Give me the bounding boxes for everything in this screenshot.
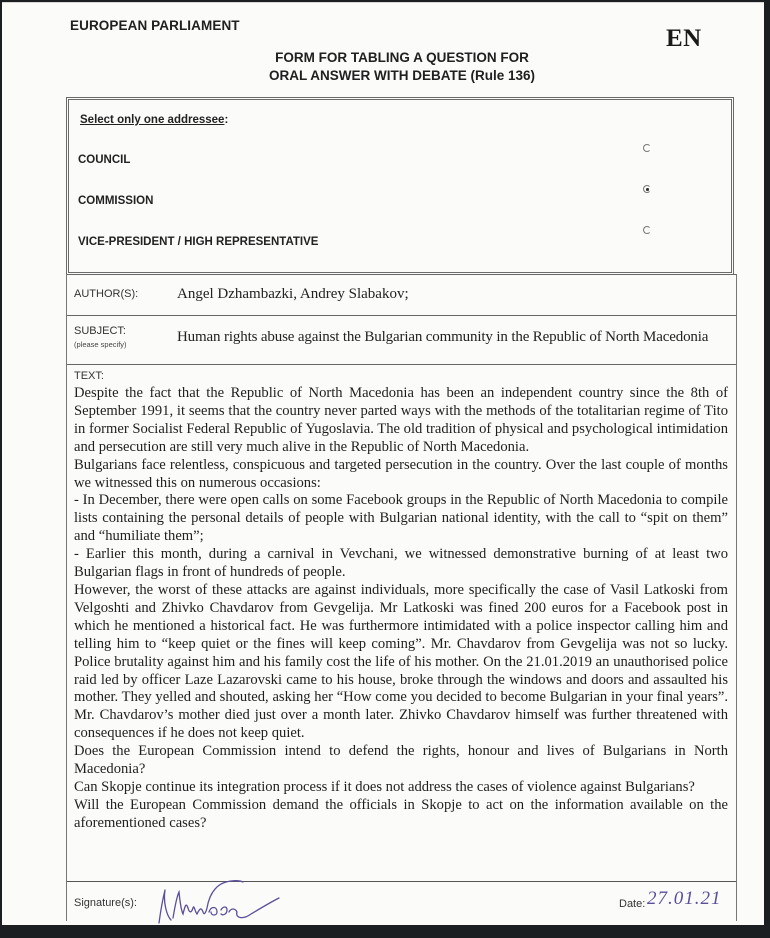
- text-row: [67, 364, 736, 881]
- handwritten-signature: [151, 868, 281, 926]
- addressee-option-label: COUNCIL: [78, 154, 131, 166]
- radio-button-commission[interactable]: [643, 185, 651, 193]
- text-paragraph: Bulgarians face relentless, conspicuous and targeted persecution in the country. Over the last couple of months we witnessed this on numerous occasions:: [74, 456, 728, 491]
- date-label: Date:: [619, 898, 646, 910]
- addressee-heading-text: Select only one addressee: [80, 114, 225, 126]
- date-field[interactable]: 27.01.21: [647, 888, 722, 909]
- text-paragraph: Can Skopje continue its integration process if it does not address the cases of violence against Bulgarians?: [74, 778, 695, 795]
- addressee-option-vp-hr[interactable]: [78, 236, 718, 254]
- language-code: EN: [666, 25, 702, 52]
- radio-button-vp-hr[interactable]: [643, 226, 651, 234]
- text-paragraph: Does the European Commission intend to defend the rights, honour and lives of Bulgarians in North Macedonia?: [74, 743, 728, 778]
- form-title-line-2: ORAL ANSWER WITH DEBATE (Rule 136): [268, 68, 535, 83]
- form-fields-grid: [66, 274, 737, 921]
- text-paragraph: - In December, there were open calls on some Facebook groups in the Republic of North Macedonia to compile lists containing the personal details of people with Bulgarian national identity, with the call to “spit on them” and “humiliate them”;: [74, 492, 728, 545]
- addressee-heading: [80, 114, 228, 126]
- addressee-option-label: VICE-PRESIDENT / HIGH REPRESENTATIVE: [78, 236, 319, 248]
- subject-row: [67, 315, 736, 364]
- addressee-option-council[interactable]: [78, 154, 718, 172]
- text-paragraph: Will the European Commission demand the officials in Skopje to act on the information available on the aforementioned cases?: [74, 796, 728, 831]
- addressee-option-label: COMMISSION: [78, 195, 154, 207]
- viewer-bottom-bar: [0, 925, 770, 938]
- signature-row: [67, 881, 736, 921]
- question-text-field[interactable]: [74, 385, 728, 833]
- form-page: [2, 2, 764, 926]
- subject-label: SUBJECT:: [74, 325, 126, 337]
- text-paragraph: Despite the fact that the Republic of North Macedonia has been an independent country since the 8th of September 1991, it seems that the country never parted ways with the methods of the totalitarian regime of Tito in former Socialist Federal Republic of Yugoslavia. The old tradition of physical and psychological intimidation and persecution are still very much alive in the Republic of North Macedonia.: [74, 385, 728, 455]
- text-label: TEXT:: [74, 370, 104, 382]
- radio-button-council[interactable]: [643, 144, 651, 152]
- subject-sublabel: (please specify): [74, 340, 127, 349]
- addressee-section: [66, 97, 734, 275]
- addressee-heading-colon: :: [224, 114, 229, 126]
- subject-field[interactable]: Human rights abuse against the Bulgarian community in the Republic of North Macedonia: [177, 329, 709, 345]
- text-paragraph: - Earlier this month, during a carnival in Vevchani, we witnessed demonstrative burning of at least two Bulgarian flags in front of hundreds of people.: [74, 546, 728, 581]
- text-paragraph: However, the worst of these attacks are against individuals, more specifically the case of Vasil Latkoski from Velgoshti and Zhivko Chavdarov from Gevgelija. Mr Latkoski was fined 200 euros for a Facebook post in which he mentioned a historical fact. He was furthermore intimidated with a police inspector calling him and telling him to “keep quiet or the fines will keep coming”. Mr. Chavdarov from Gevgelija was not so lucky. Police brutality against him and his family cost the life of his mother. On the 21.01.2019 an unauthorised police raid led by officer Laze Lazarovski came to his house, broke through the windows and doors and assaulted his mother. They yelled and shouted, asking her “How come you decided to become Bulgarian in your final years”. Mr. Chavdarov’s mother died just over a month later. Zhivko Chavdarov himself was further threatened with consequences if he does not keep quiet.: [74, 581, 728, 742]
- organization-name: EUROPEAN PARLIAMENT: [70, 18, 240, 33]
- author-label: AUTHOR(S):: [74, 288, 139, 300]
- addressee-option-commission[interactable]: [78, 195, 718, 213]
- author-row: [67, 274, 736, 315]
- signature-label: Signature(s):: [74, 897, 137, 909]
- signature-stroke: [159, 881, 279, 923]
- author-field[interactable]: Angel Dzhambazki, Andrey Slabakov;: [177, 286, 409, 302]
- form-title-line-1: FORM FOR TABLING A QUESTION FOR: [275, 50, 529, 65]
